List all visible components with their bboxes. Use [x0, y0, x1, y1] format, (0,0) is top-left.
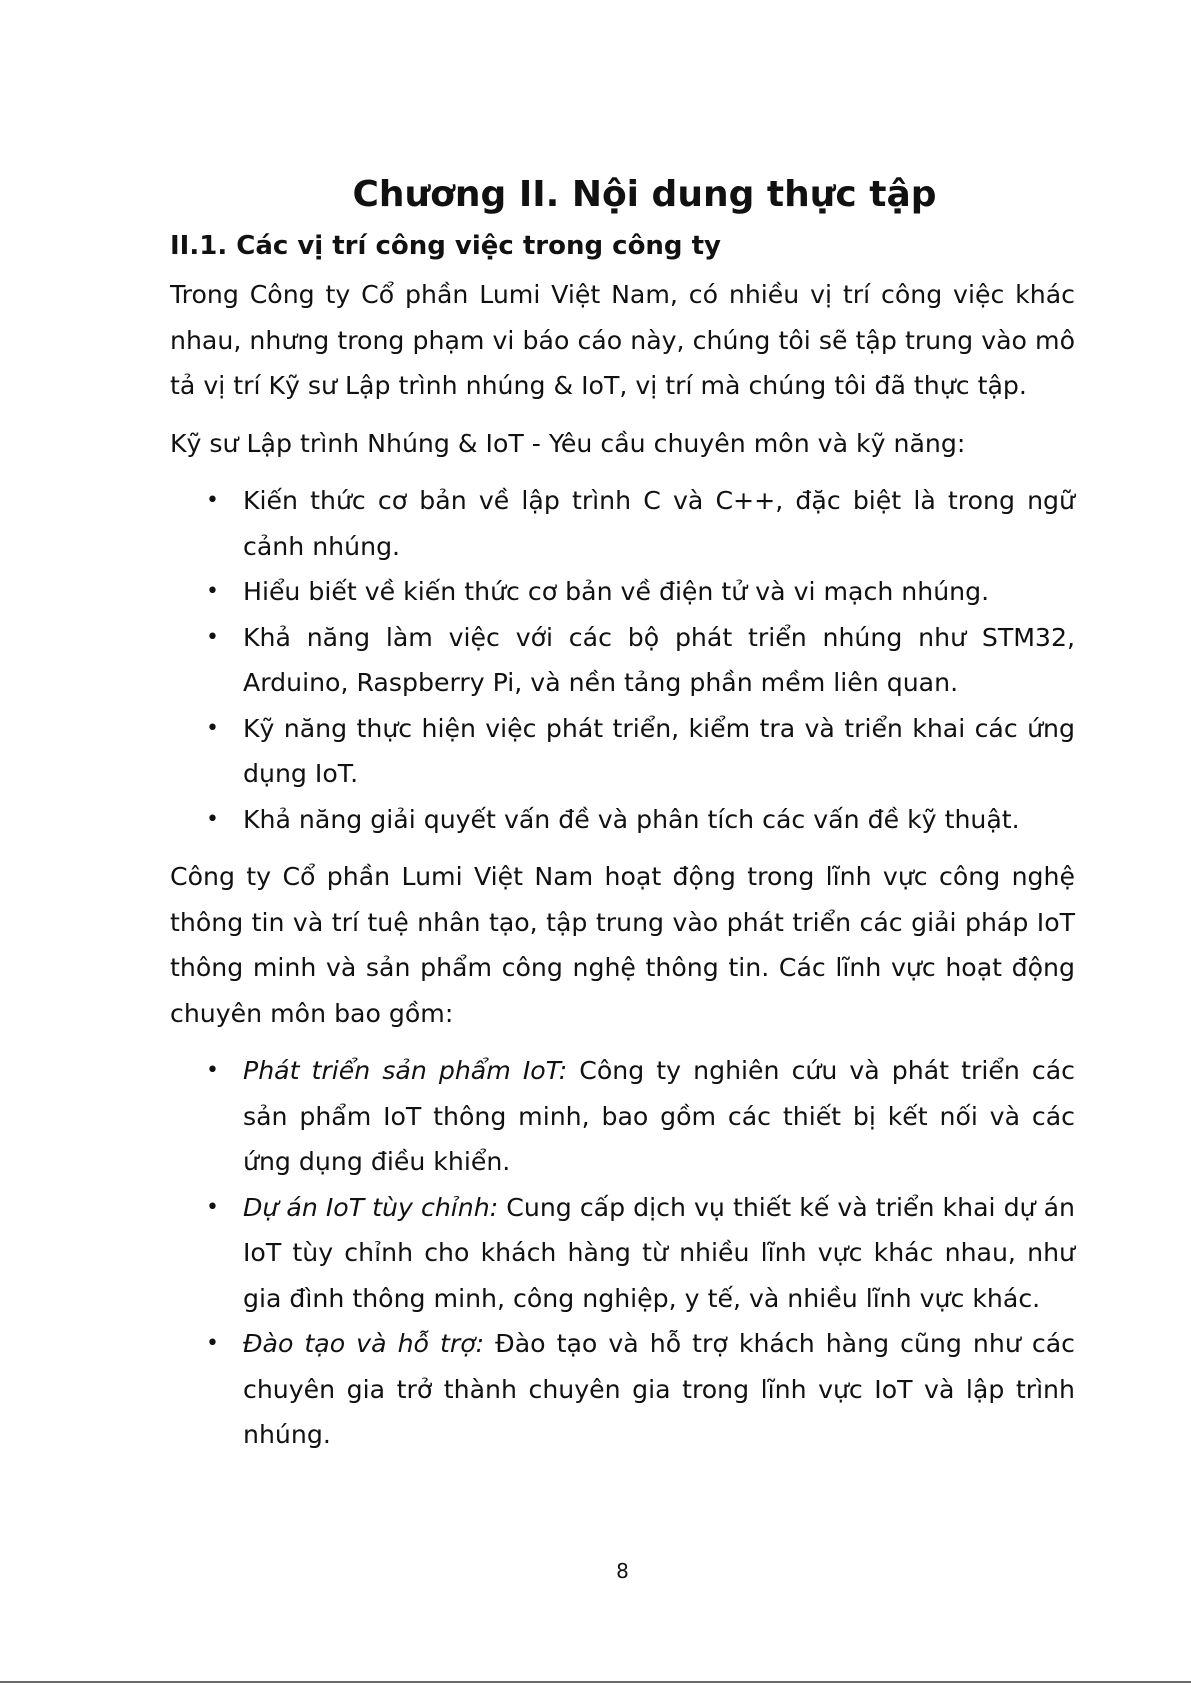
list-item-text: Kỹ năng thực hiện việc phát triển, kiểm tra và triển khai các ứng dụng IoT.: [243, 713, 1075, 788]
requirements-intro: Kỹ sư Lập trình Nhúng & IoT - Yêu cầu chuyên môn và kỹ năng:: [170, 428, 966, 458]
bullet-icon: •: [206, 579, 219, 604]
list-item-text: Kiến thức cơ bản về lập trình C và C++, đặc biệt là trong ngữ cảnh nhúng.: [243, 486, 1075, 561]
requirements-list: [170, 478, 1075, 842]
bullet-icon: •: [206, 488, 219, 513]
bullet-icon: •: [206, 806, 219, 832]
list-item-label: Dự án IoT tùy chỉnh:: [243, 1192, 499, 1222]
list-item-text: Công ty nghiên cứu và phát triển các sản phẩm IoT thông minh, bao gồm các thiết bị kết nối và các ứng dụng điều khiển.: [243, 1056, 1075, 1176]
bullet-icon: •: [206, 1331, 219, 1356]
list-item-text: Cung cấp dịch vụ thiết kế và triển khai dự án IoT tùy chỉnh cho khách hàng từ nhiều lĩnh vực khác nhau, như gia đình thông minh, công nghiệp, y tế, và nhiều lĩnh vực khác.: [243, 1192, 1075, 1313]
bullet-icon: •: [206, 624, 219, 650]
list-item: [170, 569, 1075, 615]
list-item-text: Hiểu biết về kiến thức cơ bản về điện tử và vi mạch nhúng.: [243, 577, 990, 606]
list-item-text: Đào tạo và hỗ trợ khách hàng cũng như các chuyên gia trở thành chuyên gia trong lĩnh vực IoT và lập trình nhúng.: [243, 1329, 1075, 1449]
page-bottom-divider: [0, 1681, 1191, 1683]
list-item: [170, 1185, 1075, 1322]
list-item: [170, 615, 1075, 706]
page-content: [170, 160, 1075, 1458]
page-number: 8: [616, 1559, 629, 1583]
list-item-label: Đào tạo và hỗ trợ:: [243, 1329, 485, 1358]
list-item-text: Khả năng giải quyết vấn đề và phân tích các vấn đề kỹ thuật.: [243, 804, 1020, 834]
bullet-icon: •: [206, 1194, 219, 1220]
bullet-icon: •: [206, 1058, 219, 1083]
intro-paragraph: Trong Công ty Cổ phần Lumi Việt Nam, có nhiều vị trí công việc khác nhau, nhưng trong phạm vi báo cáo này, chúng tôi sẽ tập trung vào mô tả vị trí Kỹ sư Lập trình nhúng & IoT, vị trí mà chúng tôi đã thực tập.: [170, 280, 1075, 400]
section-heading: II.1. Các vị trí công việc trong công ty: [170, 231, 721, 261]
list-item: [170, 478, 1075, 569]
activities-list: [170, 1048, 1075, 1458]
list-item-label: Phát triển sản phẩm IoT:: [243, 1056, 568, 1085]
chapter-title: Chương II. Nội dung thực tập: [352, 174, 937, 215]
list-item: [170, 797, 1075, 843]
bullet-icon: •: [206, 715, 219, 741]
list-item: [170, 706, 1075, 797]
list-item: [170, 1048, 1075, 1185]
list-item: [170, 1321, 1075, 1458]
list-item-text: Khả năng làm việc với các bộ phát triển nhúng như STM32, Arduino, Raspberry Pi, và nền tảng phần mềm liên quan.: [243, 622, 1075, 697]
company-activities-paragraph: Công ty Cổ phần Lumi Việt Nam hoạt động trong lĩnh vực công nghệ thông tin và trí tuệ nhân tạo, tập trung vào phát triển các giải pháp IoT thông minh và sản phẩm công nghệ thông tin. Các lĩnh vực hoạt động chuyên môn bao gồm:: [170, 862, 1075, 1028]
